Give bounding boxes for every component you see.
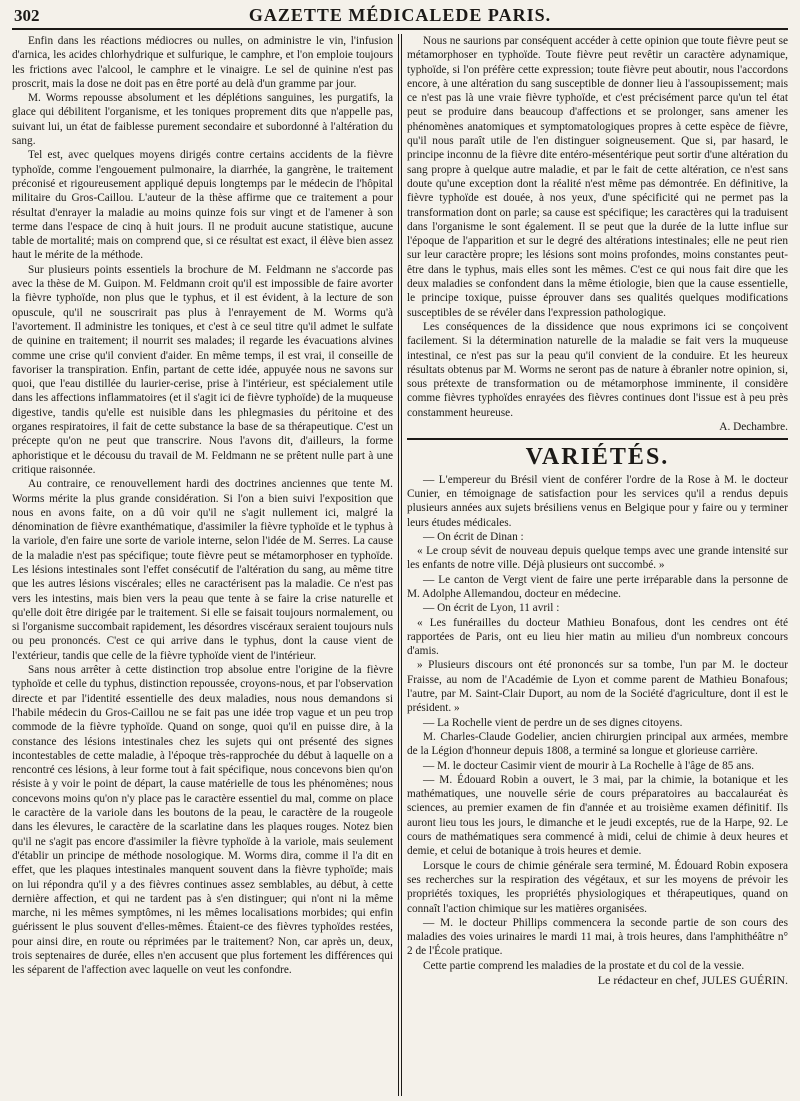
- news-item: Cette partie comprend les maladies de la prostate et du col de la vessie.: [422, 959, 745, 972]
- paragraph: Les conséquences de la dissidence que nous exprimons ici se conçoivent facilement. Si la détermination naturelle de la maladie se fait vers la muqueuse intestinal, ce n'est pas sur la peau qu'il convient de la conduire. Et les heureux résultats obtenus par M. Worms ne seront pas de nature à ébranler notre opinion, si, sous prétexte de transformation ou de métamorphose imminente, il considère comme fièvres typhoïdes enrayées des fièvres continues dont l'issue est à peu près constamment heureuse.: [406, 320, 788, 419]
- article-signature: A. Dechambre.: [719, 421, 788, 434]
- news-item: M. Charles-Claude Godelier, ancien chirurgien principal aux armées, membre de la Légion d'honneur depuis 1808, a terminé sa longue et glorieuse carrière.: [406, 730, 788, 758]
- news-item: — Le canton de Vergt vient de faire une perte irréparable dans la personne de M. Adolphe Allemandou, docteur en médecine.: [406, 573, 788, 600]
- page-header: [12, 4, 788, 30]
- column-divider: [398, 34, 402, 1096]
- paragraph: Sur plusieurs points essentiels la brochure de M. Feldmann ne s'accorde pas avec la thèse de M. Guipon. M. Feldmann croit qu'il est impossible de faire avorter la fièvre typhoïde, non plus que le typhus, et il est évident, à la lecture de son opuscule, qu'il ne souscrirait pas plus à l'enrayement de M. Worms qu'à l'avortement. Il administre les toniques, et c'est à ce seul titre qu'il admet le sulfate de quinine en traitement; il nourrit ses malades; il regarde les évacuations alvines comme une crise qu'il convient d'aider. En même temps, il est vrai, il conseille de favoriser la transpiration. Enfin, partant de cette idée, appuyée nous ne savons sur quoi, que l'eau distillée du laurier-cerise, prise à l'intérieur, est spécialement utile dans les affections inflammatoires (et il s'agit ici de fièvre typhoïde) de la muqueuse digestive, tandis qu'elle est nuisible dans les phlegmasies du péritoine et des organes respiratoires, il fait de cette substance la base de sa thérapeutique. C'est un précepte qu'on ne peut que transcrire. Nous l'avons dit, d'ailleurs, la forme aphoristique et le décousu du travail de M. Feldmann ne se prêtent nulle part à une critique raisonnée.: [12, 263, 393, 476]
- editor-signature: Le rédacteur en chef, JULES GUÉRIN.: [597, 973, 788, 987]
- paragraph: Enfin dans les réactions médiocres ou nulles, on administre le vin, l'infusion d'arnica, les acides chlorhydrique et sulfurique, le camphre, et l'on emploie toujours les frictions avec l'alcool, le camphre et le vinaigre. Le sel de quinine n'est pas proscrit, mais la dose ne doit pas en être porté au delà d'un gramme par jour.: [12, 35, 393, 90]
- news-item: — M. le docteur Phillips commencera la seconde partie de son cours des maladies des voies urinaires le mardi 11 mai, à trois heures, dans l'amphithéâtre n° 2 de l'École pratique.: [406, 916, 788, 958]
- page-number: 302: [14, 6, 40, 25]
- paragraph: Sans nous arrêter à cette distinction trop absolue entre l'origine de la fièvre typhoïde et celle du typhus, distinction repoussée, croyons-nous, et par l'observation directe et par l'identité essentielle des deux maladies, nous nous demandons si l'habile médecin du Gros-Caillou ne se fait pas une idée trop vague et un peu trop commode de la fièvre typhoïde. Quand on songe, quoi qu'il en puisse dire, à la constance des lésions intestinales chez les sujets qui ont présenté des signes incontestables de cette maladie, à l'époque très-rapprochée du début à laquelle on a rencontré ces lésions, à leur forme tout à fait spécifique, nous concevons bien qu'on résiste à y voir le point de départ, la cause matérielle de tous les phénomènes; nous concevons moins qu'on n'y place pas le caractère essentiel du mal, comme on place le caractère de la variole dans les boutons de la peau, le caractère de la rougeole dans les élevures, le caractère de la scarlatine dans les plaques rouges. Notez bien qu'il ne s'agit pas encore d'assimiler la fièvre typhoïde à la variole, mais seulement d'établir un principe de méthode nosologique. M. Worms dira, comme il l'a dit en effet, que les plaques intestinales manquent souvent dans la fièvre typhoïde; mais on lui répondra qu'il y a des fièvres continues assez semblables, au début, à cette dernière affection, et qui ne tardent pas à s'en distinguer; qui n'ont ni la même marche, ni les mêmes symptômes, ni les mêmes localisations morbides; qui enfin guérissent le plus souvent d'elles-mêmes. Étaient-ce des fièvres typhoïdes restées, pour ainsi dire, en route ou réprimées par le traitement? Non, car après un, deux, trois septenaires de durée, elles n'en accusent que plus fortement les différences qui les séparent de l'affection avec laquelle on veut les confondre.: [12, 664, 393, 977]
- news-item: « Le croup sévit de nouveau depuis quelque temps avec une grande intensité sur les enfants de notre ville. Déjà plusieurs ont succombé. »: [406, 545, 788, 572]
- section-title: VARIÉTÉS.: [525, 444, 670, 471]
- section-divider: [407, 438, 788, 440]
- news-item: — On écrit de Dinan :: [422, 530, 524, 543]
- news-item: — M. Édouard Robin a ouvert, le 3 mai, par la chimie, la botanique et les mathématiques, une nouvelle série de cours préparatoires au baccalauréat ès sciences, au premier examen de fin d'année et au troisième examen définitif. Ils auront lieu tous les jours, le dimanche et le jeudi exceptés, rue de la Harpe, 92. Le cours de mathématiques sera commencé à midi, celui de chimie à deux heures et demie, et celui de botanique à trois heures et demie.: [406, 773, 788, 858]
- columns: [12, 34, 788, 1096]
- paragraph: Tel est, avec quelques moyens dirigés contre certains accidents de la fièvre typhoïde, comme l'engouement pulmonaire, la diarrhée, la gangrène, le traitement préconisé et rigoureusement appliqué depuis longtemps par le médecin de l'hôpital militaire du Gros-Caillou. L'auteur de la thèse affirme que ce traitement a pour résultat d'enrayer la maladie au moins quinze fois sur vingt et de l'amener à son terme dans l'espace de cinq à huit jours. Il ne produit aucune statistique, aucune table de mortalité; mais on comprend que, si ce résultat est exact, il élève bien assez haut le mérite de la méthode.: [12, 149, 393, 262]
- news-item: — L'empereur du Brésil vient de conférer l'ordre de la Rose à M. le docteur Cunier, en témoignage de satisfaction pour les services qu'il a rendus depuis plusieurs années aux sujets brésiliens venus en Belgique pour y faire ou y terminer leurs études médicales.: [406, 473, 788, 529]
- news-item: — M. le docteur Casimir vient de mourir à La Rochelle à l'âge de 85 ans.: [422, 759, 755, 772]
- news-item: Lorsque le cours de chimie générale sera terminé, M. Édouard Robin exposera ses recherches sur la respiration des végétaux, et sur les moyens de prévoir les propriétés toxiques, les propriétés physiologiques et thérapeutiques, quand on connaît l'action chimique sur les matières organisées.: [406, 859, 788, 915]
- news-item: — La Rochelle vient de perdre un de ses dignes citoyens.: [422, 716, 683, 729]
- right-column: [407, 34, 788, 1096]
- journal-title: GAZETTE MÉDICALEDE PARIS.: [248, 5, 552, 25]
- left-column: [12, 34, 393, 1096]
- paragraph: Au contraire, ce renouvellement hardi des doctrines anciennes que tente M. Worms mérite la plus grande considération. Si l'on a bien suivi l'exposition que nous en avons faite, on a dû voir qu'il ne s'agit nullement ici, malgré la dénomination de fièvre exanthématique, d'assimiler la fièvre typhoïde et le typhus à la variole, d'en faire une sorte de variole interne, selon l'idée de M. Serres. La cause de la maladie n'est pas spécifique; toute fièvre peut se métamorphoser en typhoïde. Les lésions intestinales sont l'effet consécutif de l'altération du sang, au même titre que les autres lésions viscérales; elles ne caractérisent pas la maladie. Ce n'est pas vers les intestins, mais bien vers la peau que tente à se faire la crise naturelle et qu'elle doit être dirigée par le traitement. Si elle se faisait toujours normalement, ou si l'organisme succombait rapidement, les désordres viscéraux seraient toujours nuls ou peu prononcés. C'est ce qui arrive dans le typhus, dont la cause vient de l'extérieur, tandis que celle de la fièvre typhoïde vient de l'intérieur.: [12, 478, 393, 662]
- news-item: » Plusieurs discours ont été prononcés sur sa tombe, l'un par M. le docteur Fraisse, au nom de l'Académie de Lyon et comme parent de Mathieu Bonafous; l'autre, par M. Saint-Clair Duport, au nom de la Société d'agriculture, dont il est le président. »: [406, 659, 788, 715]
- news-item: — On écrit de Lyon, 11 avril :: [422, 602, 560, 615]
- paragraph: Nous ne saurions par conséquent accéder à cette opinion que toute fièvre peut se métamorphoser en typhoïde. Toute fièvre peut revêtir un caractère adynamique, typhoïde, si l'on préfère cette expression; toute fièvre peut aboutir, nous l'accordons encore, à une altération du sang susceptible de donner lieu à l'assoupissement; mais ce n'est pas là une vraie fièvre typhoïde, et c'est précisément parce qu'un tel état peut se produire dans beaucoup d'affections et se prolonger, sans amener les phénomènes anatomiques et symptomatologiques propres à cette espèce de fièvre, qu'il nous paraît utile de l'en distinguer soigneusement. Que si, par hasard, le principe inconnu de la fièvre dite entéro-mésentérique peut sortir d'une altération du sang propre à quelque autre maladie, et par le fait de cette altération, ce n'est sans doute qu'une exception dont la réalité n'est même pas démontrée. En définitive, la fièvre typhoïde est douée, à nos yeux, d'une spécificité qui ne permet pas la transformation dont on parle; sa cause est spécifique; les caractères qui la traduisent dans l'organisme le sont également. Il se peut que la durée de la lutte influe sur l'époque de l'apparition et sur le degré des altérations intestinales; elle ne peut rien sur leur caractère propre; les lésions sont moins profondes, moins constantes peut-être dans le typhus, mais elles sont les mêmes. C'est ce qui nous fait dire que les deux maladies se confondent dans la même étiologie, bien que la cause essentielle, le principe toxique, puisse éprouver dans ses qualités quelques modifications susceptibles de se révéler dans l'expression pathologique.: [406, 35, 788, 319]
- paragraph: M. Worms repousse absolument et les déplétions sanguines, les purgatifs, la glace qui débilitent l'organisme, et les toniques proprement dits que n'appelle pas, suivant lui, un état de faiblesse purement secondaire et subordonné à l'altération du sang.: [12, 92, 393, 148]
- news-item: « Les funérailles du docteur Mathieu Bonafous, dont les cendres ont été rapportées de Paris, ont eu lieu hier matin au milieu d'un nombreux concours d'amis.: [406, 616, 788, 658]
